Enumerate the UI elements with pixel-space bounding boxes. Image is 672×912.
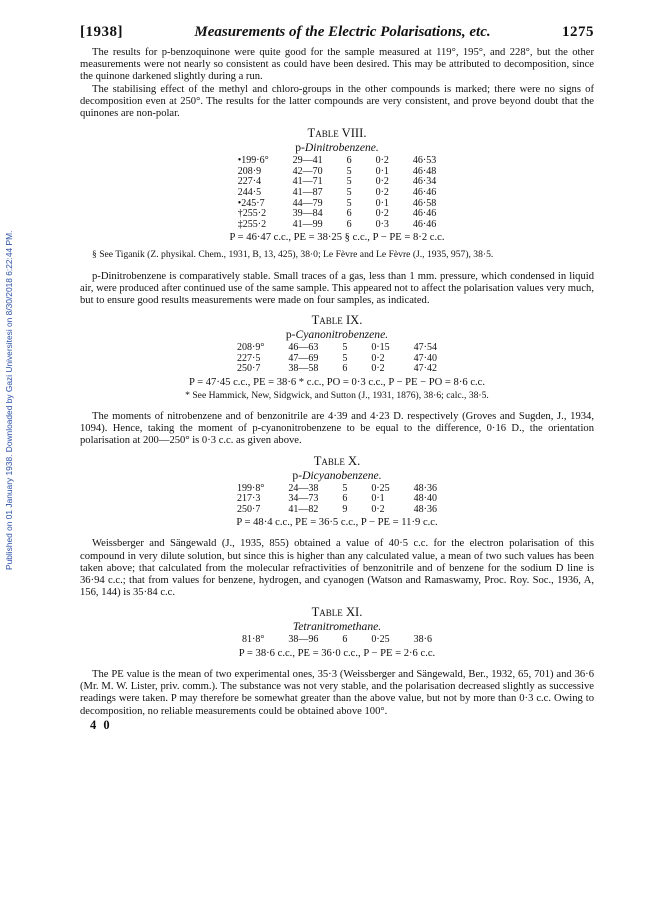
- table-cell: 42—70: [292, 165, 323, 177]
- table-cell: 48·40: [413, 493, 438, 505]
- data-table-viii: [226, 156, 449, 230]
- header-year: [1938]: [80, 24, 123, 40]
- data-table-ix: [225, 343, 449, 375]
- table-cell: 38—96: [288, 634, 319, 646]
- table-cell: 208·9: [237, 165, 262, 177]
- table-compound: [80, 620, 594, 633]
- table-cell: ‡255·2: [237, 218, 267, 230]
- table-cell: 5: [346, 187, 352, 198]
- table-footnote: * See Hammick, New, Sidgwick, and Sutton (J., 1931, 1876), 38·6; calc., 38·5.: [185, 389, 489, 401]
- table-cell: 5: [346, 197, 352, 209]
- header-title: Measurements of the Electric Polarisations, etc.: [194, 24, 491, 40]
- paragraph-stabilising-effect: The stabilising effect of the methyl and chloro-groups in the other compounds is marked; there were no signs of decomposition even at 250°. The results for the latter compounds are very consistent, and prove beyond doubt that the quinones are non-polar.: [80, 83, 594, 120]
- table-cell: 0·25: [371, 634, 390, 646]
- table-cell: •199·6°: [237, 155, 269, 167]
- table-equation: P = 47·45 c.c., PE = 38·6 * c.c., PO = 0·3 c.c., P − PE − PO = 8·6 c.c.: [188, 376, 486, 388]
- table-cell: 46·34: [412, 176, 437, 188]
- table-footnote: § See Tiganik (Z. physikal. Chem., 1931, B, 13, 425), 38·0; Le Fèvre and Le Fèvre (J., 1935, 957), 38·5.: [92, 249, 494, 261]
- table-cell: 39—84: [292, 208, 323, 220]
- table-cell: 6: [346, 218, 352, 230]
- table-row: [225, 505, 449, 516]
- table-cell: 44—79: [292, 197, 323, 209]
- compound-prefix: p-: [295, 141, 305, 155]
- table-caption: Table IX.: [311, 313, 363, 328]
- table-cell: 0·25: [371, 482, 390, 494]
- table-cell: 47·42: [413, 363, 438, 375]
- table-cell: 5: [342, 482, 348, 494]
- download-side-note: Published on 01 January 1938. Downloaded by Gazi Universitesi on 8/30/2018 6:22:44 PM.: [4, 230, 14, 570]
- table-compound: [80, 328, 594, 341]
- table-cell: 46·46: [412, 208, 437, 220]
- table-caption: Table VIII.: [307, 126, 367, 141]
- table-cell: 38·6: [413, 634, 433, 646]
- data-table-x: [225, 484, 449, 516]
- table-cell: 244·5: [237, 187, 262, 198]
- table-cell: 48·36: [413, 482, 438, 494]
- table-row: [226, 220, 449, 231]
- compound-name: Dicyanobenzene.: [302, 468, 382, 482]
- table-cell: 5: [342, 342, 348, 354]
- table-cell: 227·4: [237, 176, 262, 188]
- table-cell: 47·54: [413, 342, 438, 354]
- table-cell: 0·2: [371, 363, 385, 375]
- table-cell: 0·2: [375, 187, 389, 198]
- table-cell: 0·3: [375, 218, 389, 230]
- table-cell: 0·1: [375, 197, 389, 209]
- table-cell: 0·1: [371, 493, 385, 505]
- table-cell: 5: [346, 176, 352, 188]
- table-cell: 46·48: [412, 165, 437, 177]
- table-cell: 47·40: [413, 352, 438, 364]
- table-row: [230, 635, 444, 646]
- table-cell: 0·15: [371, 342, 390, 354]
- table-cell: 227·5: [236, 352, 261, 364]
- compound-prefix: p-: [292, 468, 303, 482]
- table-row: [225, 364, 449, 375]
- table-compound: [80, 469, 594, 482]
- table-cell: 6: [346, 155, 352, 167]
- compound-prefix: p-: [285, 328, 296, 342]
- table-cell: †255·2: [237, 208, 267, 220]
- table-cell: 6: [346, 208, 352, 220]
- table-cell: 250·7: [236, 503, 261, 515]
- table-cell: 217·3: [236, 493, 261, 505]
- table-cell: 6: [342, 634, 348, 646]
- compound-name: Cyanonitrobenzene.: [295, 328, 389, 342]
- table-cell: 46·46: [412, 218, 437, 230]
- table-cell: 38—58: [288, 363, 319, 375]
- table-caption: Table XI.: [311, 605, 363, 620]
- table-cell: 5: [346, 165, 352, 177]
- table-cell: 6: [342, 363, 348, 375]
- table-cell: 41—99: [292, 218, 323, 230]
- signature-mark: 4 0: [90, 717, 112, 732]
- table-cell: 46—63: [288, 342, 319, 354]
- table-cell: 250·7: [236, 363, 261, 375]
- paragraph-benzoquinone: The results for p-benzoquinone were quite good for the sample measured at 119°, 195°, and 228°, but the other measurements were not nearly so consistent as could have been desired. This may be attributed to decomposition, since the quinone darkened slightly during a run.: [80, 47, 594, 83]
- table-cell: 41—71: [292, 176, 323, 188]
- paragraph-moments: The moments of nitrobenzene and of benzonitrile are 4·39 and 4·23 D. respectively (Groves and Sugden, J., 1934, 1094). Hence, taking the moment of p-cyanonitrobenzene to be equal to the difference, 0·16 D., the orientation polarisation at 200—250° is 0·3 c.c. as given above.: [80, 410, 594, 447]
- paragraph-pe-value: The PE value is the mean of two experimental ones, 35·3 (Weissberger and Sängewald, Ber., 1932, 65, 701) and 36·6 (Mr. M. W. Lister, priv. comm.). The substance was not very stable, and the polarisation decreased slightly as successive readings were taken. P may therefore be somewhat greater than the above value, but not by more than 0·3 c.c. Owing to decomposition, no reliable measurements could be obtained above 100°.: [80, 668, 594, 717]
- table-cell: 41—87: [292, 187, 323, 198]
- compound-name: Tetranitromethane.: [292, 620, 382, 634]
- table-cell: 5: [342, 352, 348, 364]
- table-cell: 0·2: [375, 176, 389, 188]
- table-cell: 199·8°: [236, 482, 265, 494]
- table-cell: 46·58: [412, 197, 437, 209]
- table-cell: 0·2: [371, 352, 385, 364]
- table-equation: P = 46·47 c.c., PE = 38·25 § c.c., P − PE = 8·2 c.c.: [229, 232, 445, 244]
- table-cell: 47—69: [288, 352, 319, 364]
- table-compound: [80, 141, 594, 154]
- table-cell: 208·9°: [236, 342, 265, 354]
- data-table-xi: [230, 635, 444, 646]
- page-number: 1275: [562, 24, 594, 40]
- table-cell: 0·2: [375, 208, 389, 220]
- table-cell: •245·7: [237, 197, 265, 209]
- table-cell: 24—38: [288, 482, 319, 494]
- table-cell: 9: [342, 503, 348, 515]
- table-cell: 48·36: [413, 503, 438, 515]
- table-equation: P = 38·6 c.c., PE = 36·0 c.c., P − PE = 2·6 c.c.: [238, 647, 436, 659]
- table-caption: Table X.: [313, 453, 361, 468]
- table-cell: 0·2: [371, 503, 385, 515]
- table-cell: 0·2: [375, 155, 389, 167]
- paragraph-weissberger: Weissberger and Sängewald (J., 1935, 855) obtained a value of 40·5 c.c. for the electron polarisation of this compound in very dilute solution, but since this is higher than any calculated value, a mean of two such values has been taken above; that calculated from the molecular refractivities of benzonitrile and of benzene for the sodium D line is 36·94 c.c.; that from values for benzene, hydrogen, and cyanogen (Watson and Ramaswamy, Proc. Roy. Soc., 1936, A, 156, 144) is 35·84 c.c.: [80, 538, 594, 599]
- table-equation: P = 48·4 c.c., PE = 36·5 c.c., P − PE = 11·9 c.c.: [236, 517, 438, 529]
- table-cell: 46·53: [412, 155, 437, 167]
- table-cell: 46·46: [412, 187, 437, 198]
- table-cell: 29—41: [292, 155, 323, 167]
- paragraph-dinitrobenzene: p-Dinitrobenzene is comparatively stable. Small traces of a gas, less than 1 mm. pressure, which condensed in liquid air, were produced after continued use of the same sample. This appeared not to affect the polarisation values very much, but to ensure good results measurements were made on four samples, as indicated.: [80, 270, 594, 306]
- journal-page: [80, 24, 594, 733]
- table-row: [226, 188, 449, 199]
- table-cell: 0·1: [375, 165, 389, 177]
- table-cell: 6: [342, 493, 348, 505]
- running-header: [80, 24, 594, 41]
- table-cell: 34—73: [288, 493, 319, 505]
- compound-name: Dinitrobenzene.: [304, 141, 379, 155]
- table-cell: 41—82: [288, 503, 319, 515]
- table-cell: 81·8°: [241, 634, 265, 646]
